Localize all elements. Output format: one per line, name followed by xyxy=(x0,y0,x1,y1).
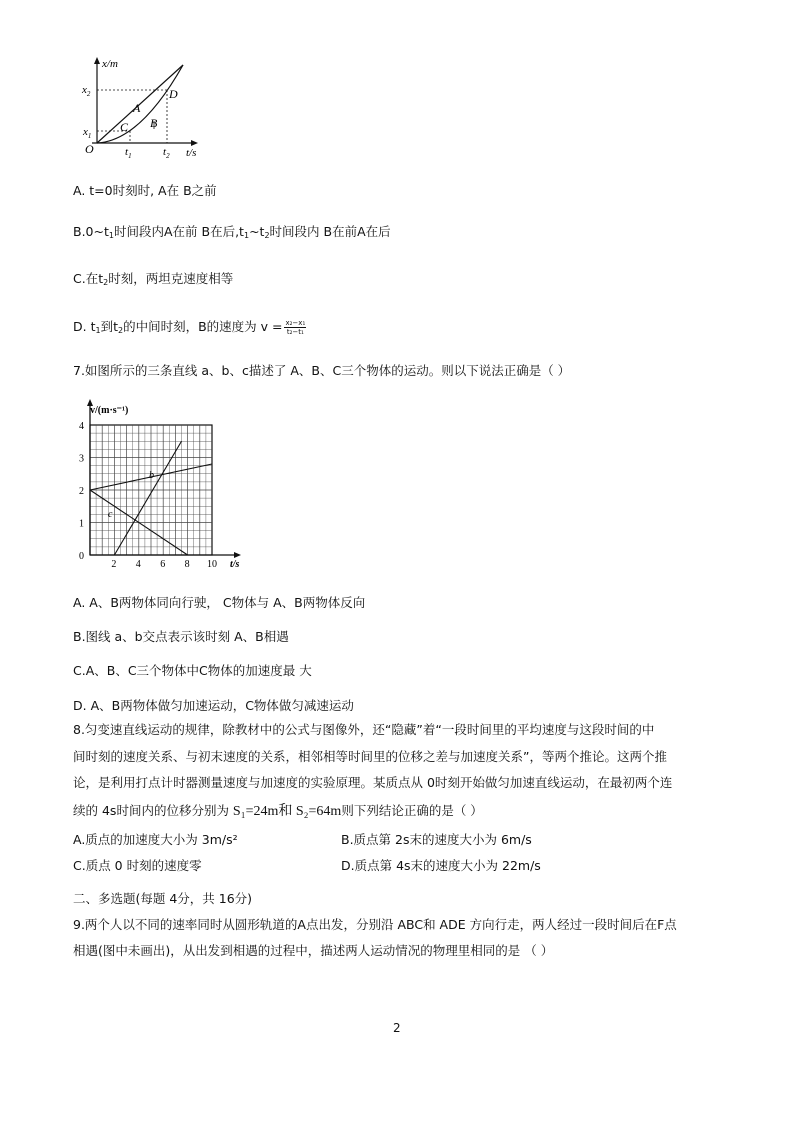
q9-line-2: 相遇(图中未画出)，从出发到相遇的过程中，描述两人运动情况的物理里相同的是 （ ） xyxy=(73,943,554,958)
vt-grid xyxy=(90,425,212,555)
y-tick-label: 0 xyxy=(79,551,84,562)
y-tick-label: 2 xyxy=(79,486,84,497)
x-tick-label: 10 xyxy=(207,559,217,570)
vt-graph xyxy=(70,395,250,575)
q8-line-3: 论，是利用打点计时器测量速度与加速度的实验原理。某质点从 0时刻开始做匀加速直线运动，在最初两个连 xyxy=(73,775,673,790)
vt-axes xyxy=(87,399,241,558)
point-c-label: C xyxy=(120,120,129,134)
q6-option-a: A. t=0时刻时, A在 B之前 xyxy=(73,183,217,198)
section-heading: 二、多选题(每题 4分，共 16分) xyxy=(73,891,253,906)
q7-option-c: C.A、B、C三个物体中C物体的加速度最 大 xyxy=(73,663,312,678)
y-tick-label: 3 xyxy=(79,453,84,465)
x1-label: $x_1$ xyxy=(83,126,92,140)
q7-option-b: B.图线 a、b交点表示该时刻 A、B相遇 xyxy=(73,629,289,644)
x-tick-label: 4 xyxy=(135,559,141,570)
x-tick-label: 8 xyxy=(184,559,190,570)
x-tick-label: 2 xyxy=(111,559,117,570)
curve-a-label: A xyxy=(133,101,141,115)
q6-option-c: C.在$t_2$时刻，两坦克速度相等 xyxy=(73,271,234,287)
vt-ticks xyxy=(79,421,217,570)
x-axis-arrow xyxy=(234,552,241,558)
q7-stem: 7.如图所示的三条直线 a、b、c描述了 A、B、C三个物体的运动。则以下说法正确是（ ） xyxy=(73,363,571,378)
line-c-label: c xyxy=(108,509,113,520)
velocity-fraction: $\frac{\text{x₂−x₁}}{\text{t₂−t₁}}$ xyxy=(285,319,306,336)
q8-option-a: A.质点的加速度大小为 3m/s² xyxy=(73,832,238,847)
t2-label: $t_2$ xyxy=(163,146,170,160)
x-tick-label: 6 xyxy=(160,559,166,570)
q7-option-d: D. A、B两物体做匀加速运动，C物体做匀减速运动 xyxy=(73,698,354,713)
curve-b-label: B xyxy=(150,116,158,130)
q8-option-b: B.质点第 2s末的速度大小为 6m/s xyxy=(341,832,532,847)
y-tick-label: 1 xyxy=(79,518,84,530)
page-number: 2 xyxy=(393,1021,401,1035)
q6-option-d: D. $t_1$到$t_2$的中间时刻，B的速度为 v = $\frac{\text{x₂−x₁}}{\text{t₂−t₁}}$ xyxy=(73,319,306,336)
xt-graph xyxy=(80,55,210,160)
q8-line-2: 间时刻的速度关系、与初末速度的关系，相邻相等时间里的位移之差与加速度关系”，等两个推论。这两个推 xyxy=(73,749,667,764)
q6-option-b: $B.0\sim t_1$时间段内A在前 B在后$,t_1\sim t_2$时间段内 B在前A在后 xyxy=(73,224,391,240)
point-d-label: D xyxy=(169,87,178,101)
y-tick-label: 4 xyxy=(79,421,84,432)
x2-label: $x_2$ xyxy=(82,84,91,98)
x-axis-label: t/s xyxy=(186,147,197,159)
q8-option-c: C.质点 0 时刻的速度零 xyxy=(73,858,202,873)
q8-line-1: 8.匀变速直线运动的规律，除教材中的公式与图像外，还“隐藏”着“一段时间里的平均速度与这段时间的中 xyxy=(73,722,655,737)
q7-option-a: A. A、B两物体同向行驶， C物体与 A、B两物体反向 xyxy=(73,595,366,610)
q9-line-1: 9.两个人以不同的速率同时从圆形轨道的A点出发，分别沿 ABC和 ADE 方向行走，两人经过一段时间后在F点 xyxy=(73,917,677,932)
line-b-label: b xyxy=(149,470,154,481)
q8-line-4: 续的 4s时间内的位移分别为 S₁=24m和 S₂=64m则下列结论正确的是（ ） xyxy=(73,803,483,819)
origin-label: O xyxy=(85,142,94,156)
vt-y-axis-label: v/(m·s⁻¹) xyxy=(90,405,129,416)
q8-option-d: D.质点第 4s末的速度大小为 22m/s xyxy=(341,858,541,873)
y-axis-label: x/m xyxy=(102,58,118,70)
vt-x-axis-label: t/s xyxy=(230,559,240,570)
t1-label: $t_1$ xyxy=(125,146,132,160)
